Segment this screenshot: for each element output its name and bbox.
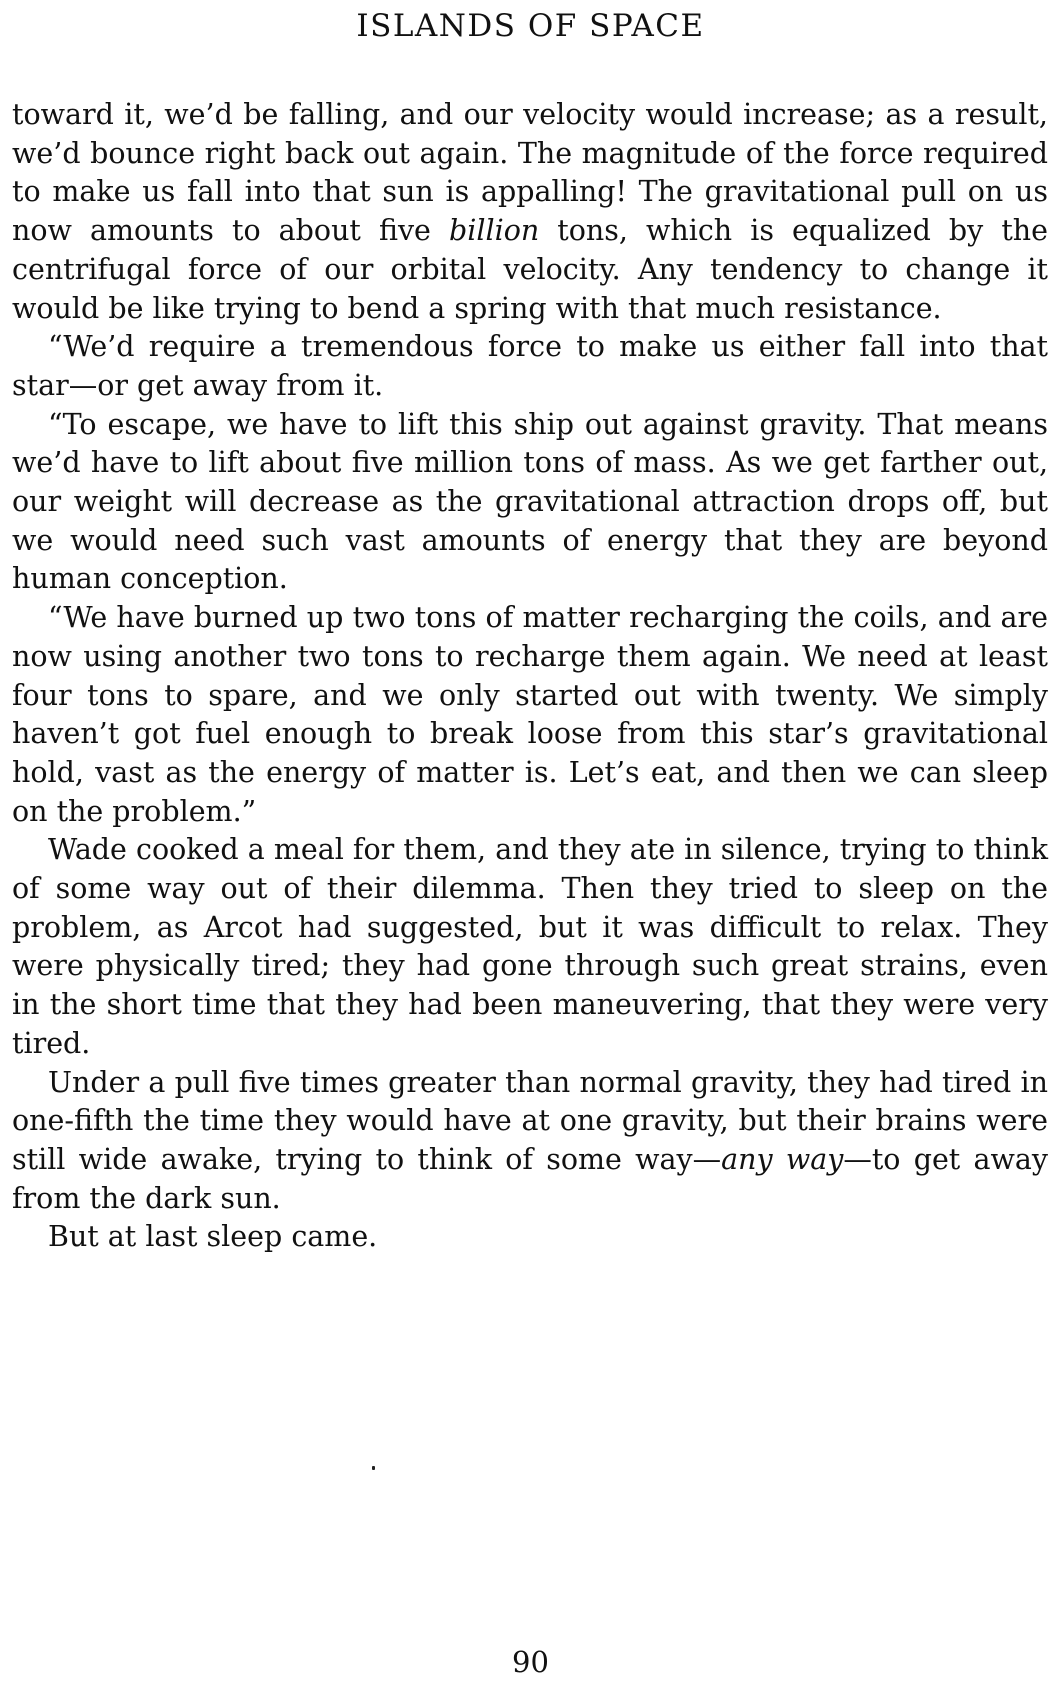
paragraph-1	[12, 96, 1048, 328]
emphasis-billion: billion	[448, 214, 540, 248]
paragraph-5: Wade cooked a meal for them, and they ate in silence, trying to think of some way out of their dilemma. Then they tried to sleep on the problem, as Arcot had suggested, but it was difficult to relax. They were physically tired; they had gone through such great strains, even in the short time that they had been maneuvering, that they were very tired.	[12, 833, 1048, 1060]
paragraph-6-text-a: Under a pull five times greater than normal gravity, they had tired in one-fifth the time they would have at one gravity, but their brains were still wide awake, trying to think of some way—	[12, 1065, 1048, 1176]
page-number: 90	[512, 1645, 549, 1679]
paragraph-4: “We have burned up two tons of matter recharging the coils, and are now using another two tons to recharge them again. We need at least four tons to spare, and we only started out with twenty. We simply haven’t got fuel enough to break loose from this star’s gravitational hold, vast as the energy of matter is. Let’s eat, and then we can sleep on the problem.”	[12, 601, 1048, 828]
paragraph-7: But at last sleep came.	[48, 1220, 378, 1254]
paragraph-6	[12, 1064, 1048, 1219]
paragraph-2: “We’d require a tremendous force to make us either fall into that star—or get away from it.	[12, 330, 1048, 402]
print-speck	[372, 1466, 375, 1470]
paragraph-1-text-a: toward it, we’d be falling, and our velocity would increase; as a result, we’d bounce right back out again. The magnitude of the force required to make us fall into that sun is appalling! The gravitational pull on us now amounts to about five	[12, 98, 1048, 248]
running-head: ISLANDS OF SPACE	[356, 8, 705, 44]
body-text	[12, 96, 1048, 1257]
paragraph-6-text-b: —to get away from the dark sun.	[12, 1142, 1049, 1215]
paragraph-1-text-b: tons, which is equalized by the centrifugal force of our orbital velocity. Any tendency to change it would be like trying to bend a spring with that much resistance.	[12, 214, 1048, 325]
paragraph-3: “To escape, we have to lift this ship out against gravity. That means we’d have to lift about five million tons of mass. As we get farther out, our weight will decrease as the gravitational attraction drops off, but we would need such vast amounts of energy that they are beyond human conception.	[12, 407, 1048, 596]
emphasis-any-way: any way	[721, 1142, 844, 1176]
